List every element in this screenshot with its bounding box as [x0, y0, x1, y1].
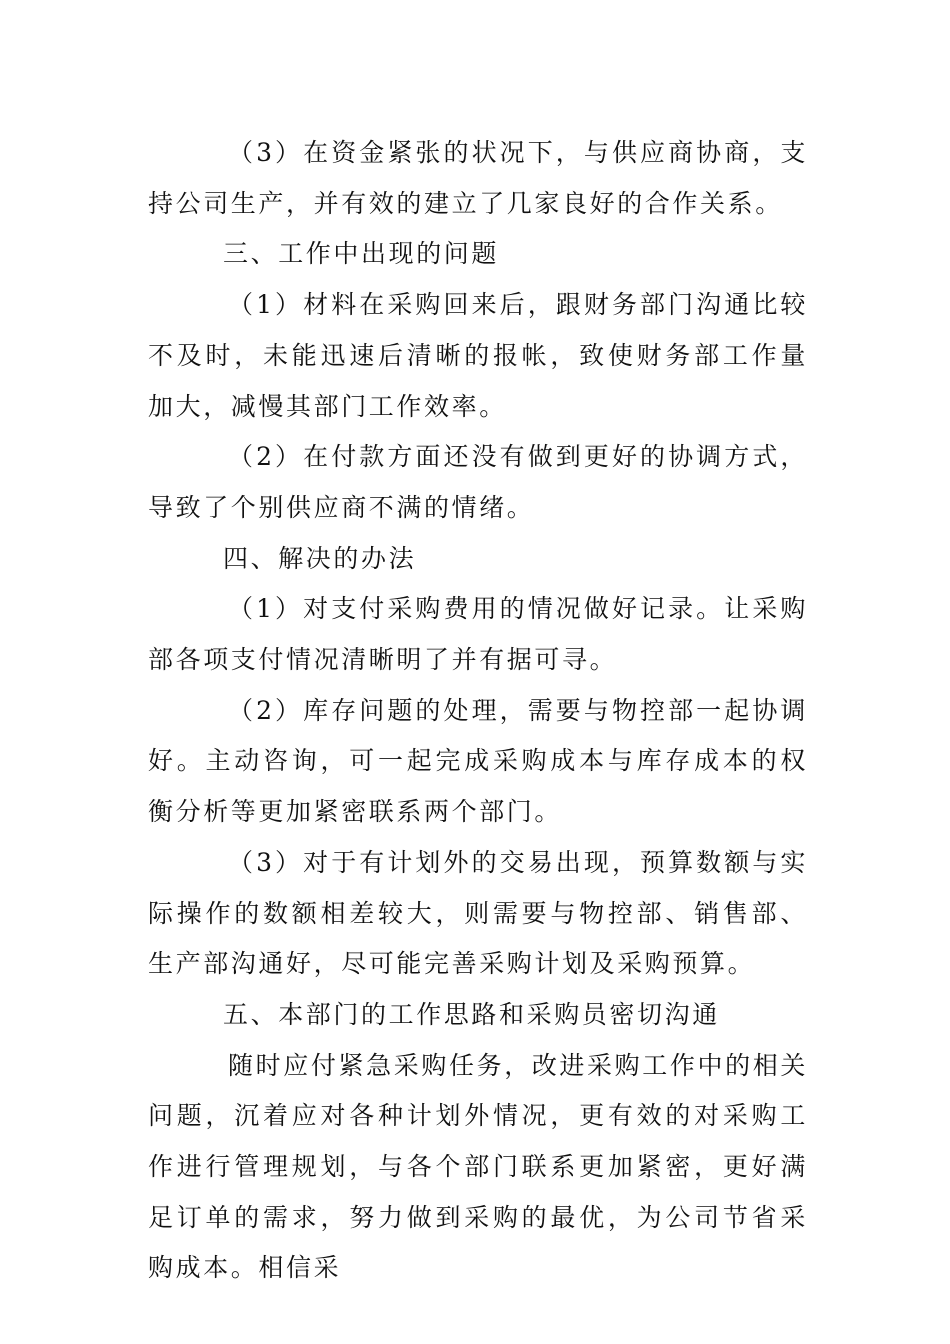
section-heading-work-plan: 五、本部门的工作思路和采购员密切沟通 — [223, 999, 720, 1029]
document-body — [148, 128, 808, 1294]
paragraph-solution-expense-records: （1）对支付采购费用的情况做好记录。让采购部各项支付情况清晰明了并有据可寻。 — [148, 594, 808, 675]
section-heading-problems: 三、工作中出现的问题 — [223, 239, 500, 269]
paragraph-problem-payment-coordination: （2）在付款方面还没有做到更好的协调方式，导致了个别供应商不满的情绪。 — [148, 442, 808, 522]
paragraph-solution-unplanned-transactions: （3）对于有计划外的交易出现，预算数额与实际操作的数额相差较大，则需要与物控部、销售部、生产部沟通好，尽可能完善采购计划及采购预算。 — [148, 847, 808, 979]
section-heading-solutions: 四、解决的办法 — [223, 543, 417, 573]
paragraph-supplier-negotiation: （3）在资金紧张的状况下，与供应商协商，支持公司生产，并有效的建立了几家良好的合作关系。 — [148, 138, 808, 218]
paragraph-work-plan: 随时应付紧急采购任务，改进采购工作中的相关问题，沉着应对各种计划外情况，更有效的对采购工作进行管理规划，与各个部门联系更加紧密，更好满足订单的需求，努力做到采购的最优，为公司节省采购成本。相信采 — [148, 1050, 808, 1283]
paragraph-solution-inventory: （2）库存问题的处理，需要与物控部一起协调好。主动咨询，可一起完成采购成本与库存成本的权衡分析等更加紧密联系两个部门。 — [148, 695, 808, 827]
paragraph-problem-finance-communication: （1）材料在采购回来后，跟财务部门沟通比较不及时，未能迅速后清晰的报帐，致使财务部工作量加大，减慢其部门工作效率。 — [148, 290, 808, 421]
